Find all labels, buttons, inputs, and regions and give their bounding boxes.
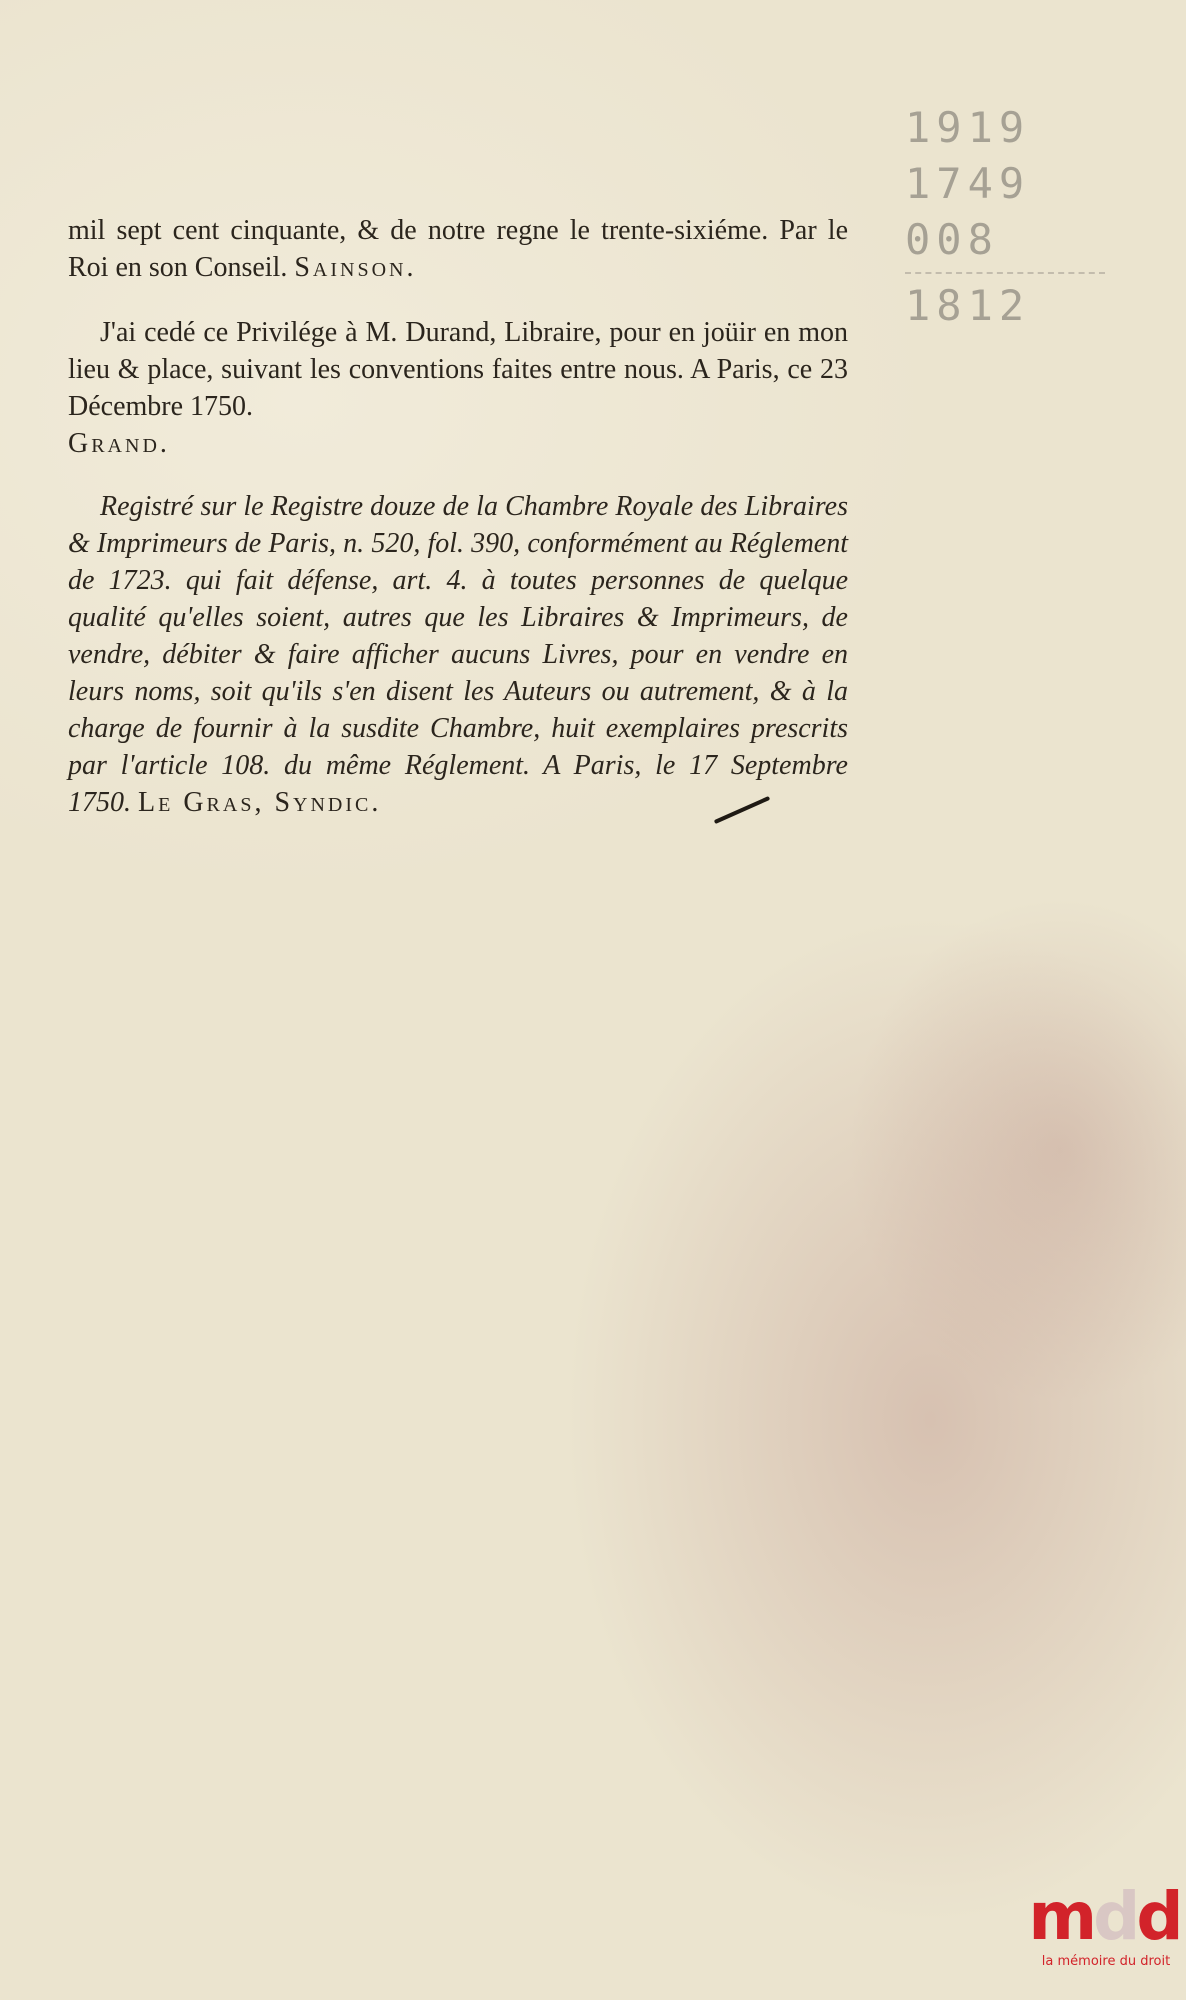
handwritten-line-3: 008	[905, 215, 999, 264]
handwritten-divider	[905, 272, 1105, 274]
paragraph-1-text: mil sept cent cinquante, & de notre regne le trente-sixiéme. Par le Roi en son Conseil.	[68, 215, 848, 283]
mdd-logo-mark	[1028, 1878, 1184, 1955]
handwritten-call-numbers	[905, 100, 1165, 334]
handwritten-line-1: 1919	[905, 103, 1031, 152]
paragraph-registration	[68, 488, 848, 821]
handwritten-line-2: 1749	[905, 159, 1031, 208]
paragraph-2-text: J'ai cedé ce Privilége à M. Durand, Libraire, pour en joüir en mon lieu & place, suivant les conventions faites entre nous. A Paris, ce 23 Décembre 1750.	[68, 317, 848, 422]
paragraph-privilege-end	[68, 212, 848, 286]
paragraph-cession	[68, 314, 848, 425]
logo-letter-m: m	[1028, 1878, 1098, 1955]
handwritten-line-4: 1812	[905, 281, 1031, 330]
signature-sainson: Sainson.	[294, 252, 417, 283]
text-block	[68, 212, 848, 821]
signature-le-gras: Le Gras, Syndic.	[138, 787, 382, 818]
signature-grand: Grand.	[68, 428, 170, 459]
logo-letter-d1: d	[1093, 1878, 1141, 1955]
logo-letter-d2: d	[1136, 1878, 1184, 1955]
mdd-logo	[1028, 1880, 1184, 1969]
logo-caption: la mémoire du droit	[1041, 1954, 1171, 1969]
paragraph-3-text: Registré sur le Registre douze de la Chambre Royale des Libraires & Imprimeurs de Paris, n. 520, fol. 390, conformément au Réglement de 1723. qui fait défense, art. 4. à toutes personnes de quelque qualité qu'elles soient, autres que les Libraires & Imprimeurs, de vendre, débiter & faire afficher aucuns Livres, pour en vendre en leurs noms, soit qu'ils s'en disent les Auteurs ou autrement, & à la charge de fournir à la susdite Chambre, huit exemplaires prescrits par l'article 108. du même Réglement. A Paris, le 17 Septembre 1750.	[68, 491, 848, 818]
